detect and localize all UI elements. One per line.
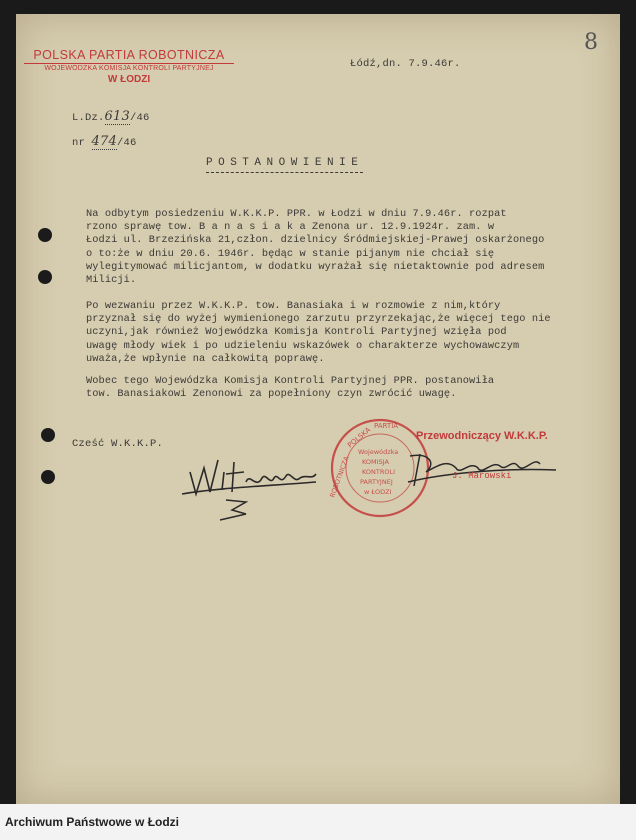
ref-suffix: /46 (129, 112, 150, 124)
svg-text:KONTROLI: KONTROLI (362, 468, 396, 476)
binder-hole (41, 428, 55, 442)
binder-hole (38, 270, 52, 284)
svg-text:KOMISJA: KOMISJA (362, 458, 389, 466)
signer-title-stamp: Przewodniczący W.K.K.P. (416, 430, 548, 442)
svg-text:ROBOTNICZA: ROBOTNICZA (328, 455, 351, 499)
text-line: Milicji. (86, 274, 137, 287)
handwritten-signature-right (400, 442, 560, 492)
paragraph-2 (86, 300, 626, 366)
svg-text:PARTIA: PARTIA (374, 422, 399, 430)
handwritten-signature-left (176, 442, 326, 522)
closing-greeting: Cześć W.K.K.P. (72, 438, 164, 450)
ref-prefix: nr (72, 137, 86, 149)
archive-footer: Archiwum Państwowe w Łodzi (0, 804, 636, 840)
text-line: Po wezwaniu przez W.K.K.P. tow. Banasiaka i w rozmowie z nim,który (86, 300, 501, 312)
binder-hole (38, 228, 52, 242)
text-line: Na odbytym posiedzeniu W.K.K.P. PPR. w Łodzi w dniu 7.9.46r. rozpat (86, 208, 507, 220)
text-line: o to:że w dniu 20.6. 1946r. będąc w stanie pijanym nie chciał się (86, 247, 495, 260)
ref-number: 474 (91, 134, 117, 149)
ref-suffix: /46 (116, 137, 137, 149)
text-line: Wobec tego Wojewódzka Komisja Kontroli Partyjnej PPR. postanowiła (86, 375, 495, 387)
place-date: Łódź,dn. 7.9.46r. (350, 58, 461, 70)
svg-text:w ŁODZI: w ŁODZI (364, 488, 392, 496)
letterhead-line1: POLSKA PARTIA ROBOTNICZA (33, 48, 225, 62)
svg-text:Wojewódzka: Wojewódzka (358, 448, 399, 456)
letterhead-line2: WOJEWÓDZKA KOMISJA KONTROLI PARTYJNEJ (24, 63, 234, 72)
document-sheet (16, 14, 620, 804)
document-title: POSTANOWIENIE (206, 157, 363, 173)
svg-text:PARTYJNEJ: PARTYJNEJ (360, 478, 393, 486)
signer-name-stamp: J. Marowski (452, 471, 512, 481)
paragraph-1 (86, 208, 626, 287)
text-line: uwagę młody wiek i po udzieleniu wskazówek o charakterze wychowawczym (86, 339, 520, 352)
text-line: tow. Banasiakowi Zenonowi za popełniony czyn zwrócić uwagę. (86, 388, 457, 401)
text-line: rzono sprawę tow. B a n a s i a k a Zenona ur. 12.9.1924r. zam. w (86, 221, 495, 234)
ref-prefix: L.Dz. (72, 112, 105, 124)
svg-text:POLSKA: POLSKA (346, 425, 373, 450)
text-line: Łodzi ul. Brzezińska 21,człon. dzielnicy Śródmiejskiej-Prawej oskarżonego (86, 234, 545, 247)
letterhead-stamp (24, 48, 234, 85)
ref-number: 613 (104, 109, 130, 124)
text-line: uważa,że wpłynie na całkowitą poprawę. (86, 352, 325, 365)
text-line: uczyni,jak również Wojewódzka Komisja Kontroli Partyjnej wzięła pod (86, 326, 507, 339)
paragraph-3 (86, 375, 626, 401)
text-line: przyznał się do wyżej wymienionego zarzutu przyrzekając,że więcej tego nie (86, 313, 551, 326)
letterhead-line3: W ŁODZI (107, 74, 151, 85)
text-line: wylegitymować milicjantom, w dodatku wyrażał się nietaktownie pod adresem (86, 260, 545, 273)
ref-line-2 (72, 134, 136, 149)
binder-hole (41, 470, 55, 484)
page-number: 8 (584, 30, 598, 55)
ref-line-1 (72, 109, 149, 124)
